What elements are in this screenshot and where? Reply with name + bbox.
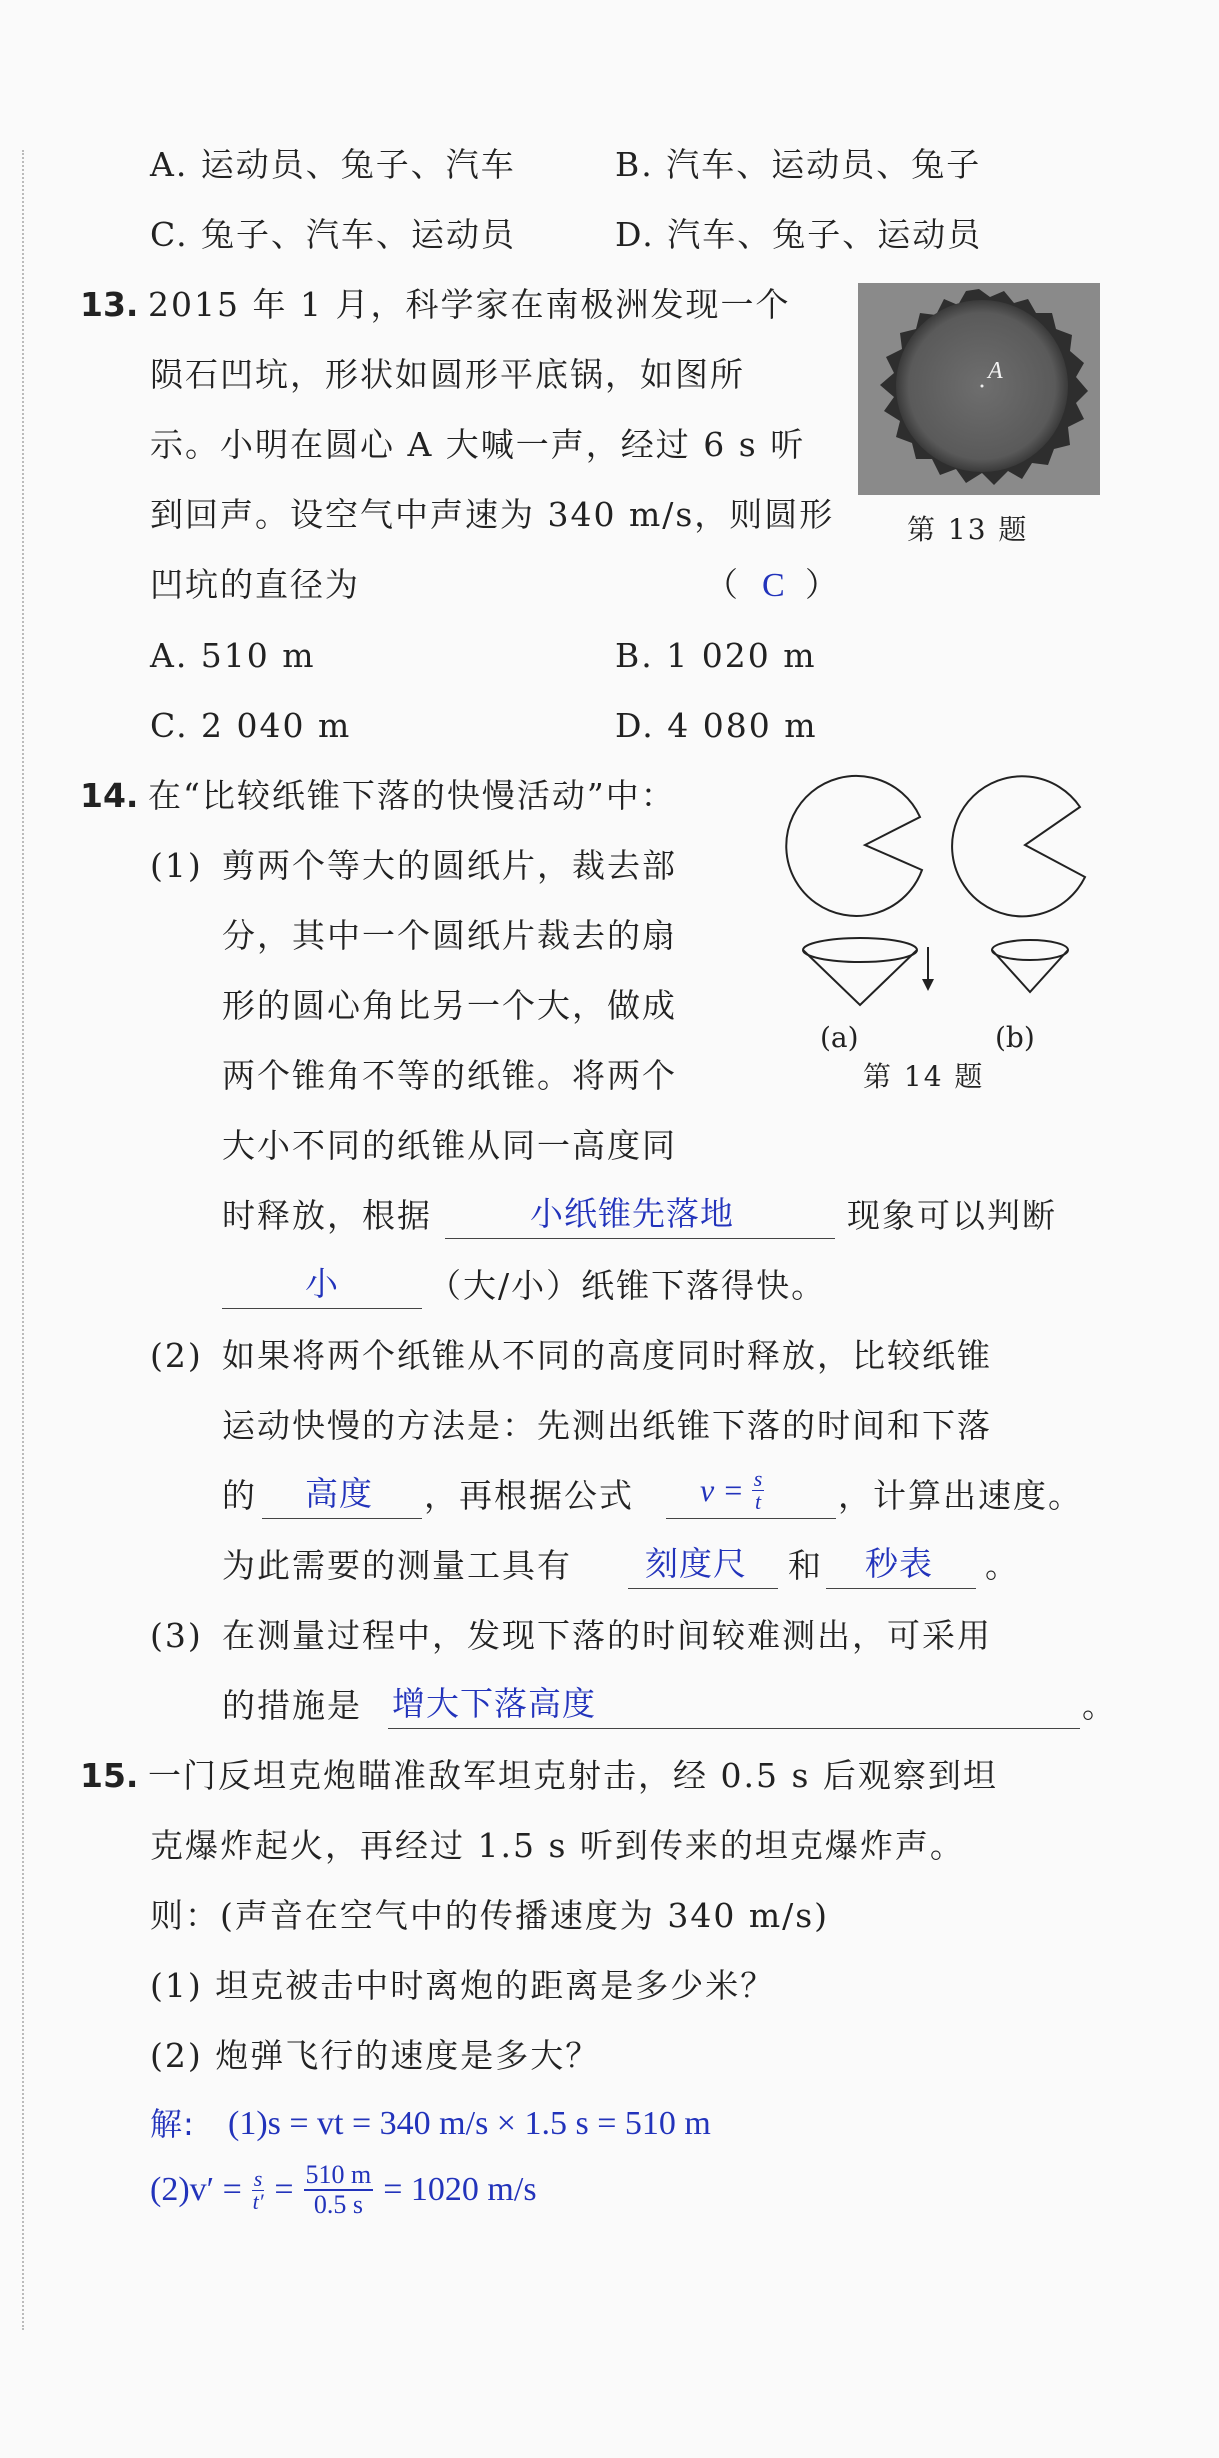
q14-blank-3-line: [262, 1518, 422, 1519]
q14-p3-line-2-pre: 的措施是: [222, 1686, 362, 1725]
cone-b-label: (b): [995, 1021, 1035, 1054]
q12-option-b: B. 汽车、运动员、兔子: [615, 145, 982, 184]
solution-fraction-1: [252, 2165, 265, 2214]
solution-fraction-1-denominator: t′: [252, 2188, 264, 2214]
formula-numerator: s: [753, 1465, 763, 1491]
q15-line-3: 则：(声音在空气中的传播速度为 340 m/s): [150, 1896, 830, 1935]
solution-fraction-2-numerator: 510 m: [305, 2160, 372, 2189]
q15-sub-1: (1) 坦克被击中时离炮的距离是多少米？: [150, 1966, 776, 2005]
formula-fraction: [752, 1465, 765, 1514]
q14-p1-line-3: 形的圆心角比另一个大，做成: [222, 986, 677, 1025]
q14-caption: 第 14 题: [863, 1060, 985, 1093]
q13-line-4: 到回声。设空气中声速为 340 m/s，则圆形: [150, 495, 835, 534]
q14-blank-2-line: [222, 1308, 422, 1309]
q14-answer-6: 增大下落高度: [392, 1684, 596, 1723]
crater-center-label: A: [988, 358, 1003, 384]
q13-paren-close: ）: [805, 565, 840, 604]
q14-blank-4-line: [666, 1518, 836, 1519]
q15-line-1: 一门反坦克炮瞄准敌军坦克射击，经 0.5 s 后观察到坦: [148, 1756, 998, 1795]
solution-prefix: 解:: [150, 2105, 195, 2143]
q13-paren-open: （: [705, 565, 740, 604]
q13-line-1: 2015 年 1 月，科学家在南极洲发现一个: [148, 285, 791, 324]
q13-number: 13.: [80, 285, 139, 324]
q14-number: 14.: [80, 776, 139, 815]
q14-p2-line-1: 如果将两个纸锥从不同的高度同时释放，比较纸锥: [222, 1336, 992, 1375]
solution-line-1: (1)s = vt = 340 m/s × 1.5 s = 510 m: [228, 2105, 711, 2142]
solution-fraction-2: [304, 2161, 374, 2219]
q14-p2-line-2: 运动快慢的方法是：先测出纸锥下落的时间和下落: [222, 1406, 992, 1445]
q14-intro: 在“比较纸锥下落的快慢活动”中：: [148, 776, 676, 815]
q13-option-a: A. 510 m: [150, 636, 316, 675]
formula-lhs: v =: [700, 1471, 744, 1508]
q14-p3-line-1: 在测量过程中，发现下落的时间较难测出，可采用: [222, 1616, 992, 1655]
q14-p1-line-6-post: 现象可以判断: [847, 1196, 1057, 1235]
q13-option-b: B. 1 020 m: [615, 636, 817, 675]
q13-answer: C: [762, 567, 785, 604]
solution-fraction-2-denominator: 0.5 s: [313, 2190, 363, 2219]
q14-answer-5: 秒表: [865, 1544, 933, 1583]
q14-formula: [700, 1462, 764, 1518]
q14-p2-line-3-pre: 的: [222, 1476, 257, 1515]
q14-part3-label: (3): [150, 1616, 203, 1655]
q15-sub-2: (2) 炮弹飞行的速度是多大？: [150, 2036, 601, 2075]
q14-answer-2: 小: [305, 1264, 339, 1303]
q12-option-c: C. 兔子、汽车、运动员: [150, 215, 517, 254]
q14-blank-7-line: [388, 1728, 1080, 1729]
q14-p2-line-3-post: ，计算出速度。: [838, 1476, 1083, 1515]
q14-p1-line-5: 大小不同的纸锥从同一高度同: [222, 1126, 677, 1165]
q13-option-d: D. 4 080 m: [615, 706, 818, 745]
paper-cone-diagram: [780, 765, 1110, 1065]
falling-arrow-icon: [922, 979, 934, 991]
q12-option-d: D. 汽车、兔子、运动员: [615, 215, 983, 254]
q14-p2-line-4-mid: 和: [788, 1546, 823, 1585]
q13-line-5: 凹坑的直径为: [150, 565, 360, 604]
q13-line-2: 陨石凹坑，形状如圆形平底锅，如图所: [150, 355, 745, 394]
q14-answer-4: 刻度尺: [645, 1544, 747, 1583]
q14-blank-1-line: [445, 1238, 835, 1239]
solution-line-2-lhs: (2)v′ =: [150, 2171, 242, 2208]
solution-fraction-1-numerator: s: [253, 2165, 263, 2191]
q14-blank-5-line: [628, 1588, 778, 1589]
q14-blank-6-line: [826, 1588, 976, 1589]
crater-photo: [858, 283, 1100, 495]
q15-line-2: 克爆炸起火，再经过 1.5 s 听到传来的坦克爆炸声。: [150, 1826, 965, 1865]
q14-p3-line-2-post: 。: [1082, 1686, 1117, 1725]
q14-p2-line-4-pre: 为此需要的测量工具有: [222, 1546, 572, 1585]
q14-p1-line-1: 剪两个等大的圆纸片，裁去部: [222, 846, 677, 885]
solution-line-2-rhs: = 1020 m/s: [383, 2171, 537, 2208]
cone-a-label: (a): [820, 1021, 859, 1054]
paper-circle-b: [952, 776, 1085, 916]
q13-line-3: 示。小明在圆心 A 大喊一声，经过 6 s 听: [150, 425, 806, 464]
q14-p1-line-6-pre: 时释放，根据: [222, 1196, 432, 1235]
q14-p2-line-4-post: 。: [985, 1546, 1020, 1585]
solution-line-2: [150, 2150, 537, 2230]
q14-p1-line-7-post: （大/小）纸锥下落得快。: [428, 1266, 827, 1305]
margin-dotted-line: [22, 150, 24, 2330]
paper-circle-a: [786, 776, 922, 916]
q14-answer-3: 高度: [305, 1474, 373, 1513]
q14-p1-line-2: 分，其中一个圆纸片裁去的扇: [222, 916, 677, 955]
solution-equals: =: [274, 2171, 294, 2208]
q14-p2-line-3-mid: ，再根据公式: [424, 1476, 634, 1515]
q13-option-c: C. 2 040 m: [150, 706, 352, 745]
q14-p1-line-4: 两个锥角不等的纸锥。将两个: [222, 1056, 677, 1095]
q14-part2-label: (2): [150, 1336, 203, 1375]
q13-caption: 第 13 题: [907, 513, 1029, 546]
q12-option-a: A. 运动员、兔子、汽车: [150, 145, 516, 184]
formula-denominator: t: [755, 1488, 762, 1514]
q14-answer-1: 小纸锥先落地: [530, 1194, 734, 1233]
q14-part1-label: (1): [150, 846, 203, 885]
q15-number: 15.: [80, 1756, 139, 1795]
